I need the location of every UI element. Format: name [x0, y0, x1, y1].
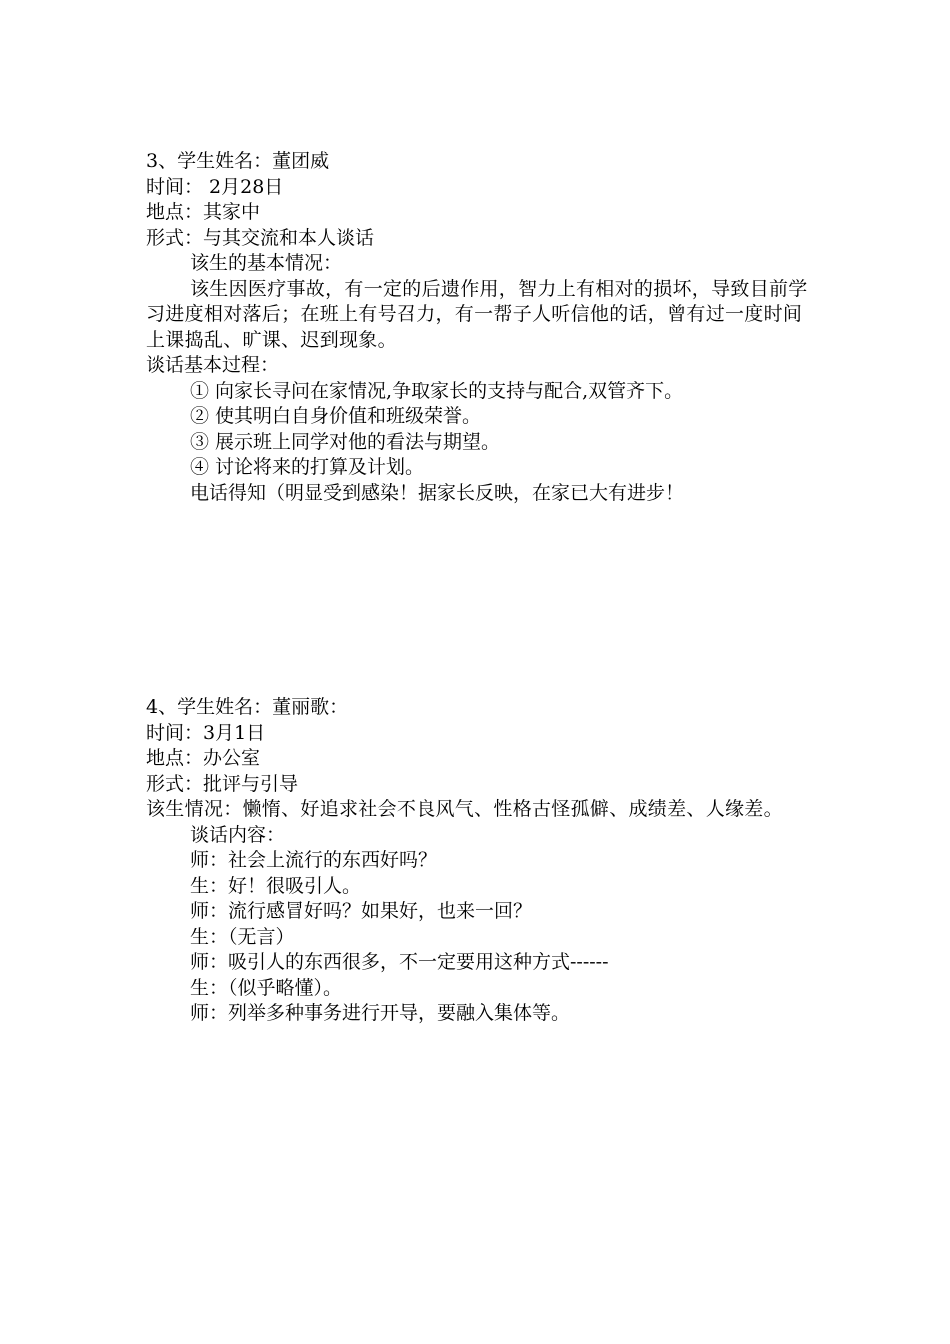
record-time: 时间：3月1日 — [146, 721, 266, 744]
process-result: 电话得知（明显受到感染！据家长反映，在家已大有进步！ — [190, 481, 685, 504]
dialogue-line: 师：列举多种事务进行开导，要融入集体等。 — [190, 1002, 571, 1024]
record-form: 形式：与其交流和本人谈话 — [146, 226, 375, 249]
record-time: 时间： 2月28日 — [146, 175, 284, 198]
record-place: 地点：办公室 — [146, 747, 261, 769]
process-step: ④ 讨论将来的打算及计划。 — [190, 456, 425, 478]
dialogue-line: 师：流行感冒好吗？如果好，也来一回？ — [190, 900, 533, 922]
student-record-3 — [146, 149, 816, 506]
dialogue-line: 师：吸引人的东西很多，不一定要用这种方式------ — [190, 951, 609, 973]
student-record-4 — [146, 695, 816, 1027]
record-heading: 4、学生姓名：董丽歌： — [146, 696, 349, 718]
record-place: 地点：其家中 — [146, 201, 261, 223]
dialogue-line: 生：（似乎略懂）。 — [190, 976, 343, 999]
basic-situation-text: 该生因医疗事故，有一定的后遗作用，智力上有相对的损坏，导致目前学习进度相对落后；在班上有号召力，有一帮子人听信他的话，曾有过一度时间上课捣乱、旷课、迟到现象。 — [146, 277, 808, 351]
dialogue-line: 生：好！很吸引人。 — [190, 874, 362, 897]
basic-situation-label: 该生的基本情况： — [190, 252, 343, 274]
record-form: 形式：批评与引导 — [146, 772, 299, 795]
content-label: 谈话内容： — [190, 823, 286, 846]
dialogue-line: 生：（无言） — [190, 925, 295, 948]
process-label: 谈话基本过程： — [146, 354, 280, 376]
process-step: ② 使其明白自身价值和班级荣誉。 — [190, 405, 482, 427]
process-step: ① 向家长寻问在家情况,争取家长的支持与配合,双管齐下。 — [190, 379, 684, 402]
process-step: ③ 展示班上同学对他的看法与期望。 — [190, 430, 501, 453]
dialogue-line: 师：社会上流行的东西好吗？ — [190, 849, 438, 871]
record-heading: 3、学生姓名：董团威 — [146, 150, 330, 172]
student-situation: 该生情况：懒惰、好追求社会不良风气、性格古怪孤僻、成绩差、人缘差。 — [146, 798, 783, 820]
